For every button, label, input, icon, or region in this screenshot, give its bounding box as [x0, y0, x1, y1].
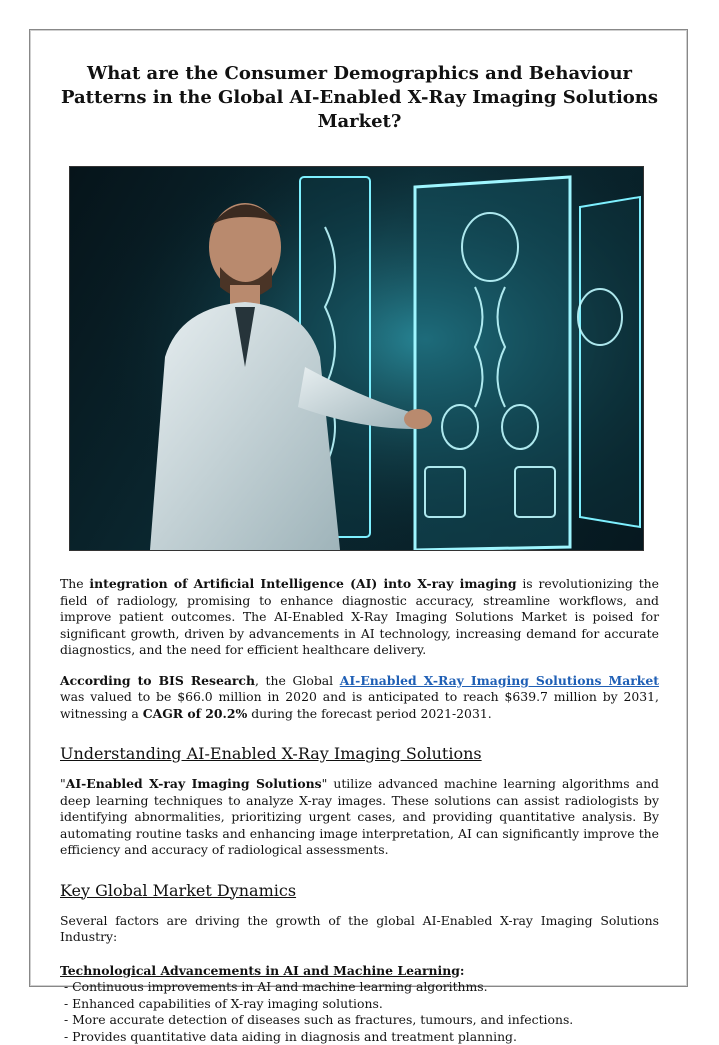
list-item: - Enhanced capabilities of X-ray imaging solutions.: [64, 996, 659, 1013]
intro-bold-phrase: integration of Artificial Intelligence (AI) into X-ray imaging: [89, 576, 516, 591]
hologram-panel-right: [580, 197, 640, 527]
hologram-panel-main: [415, 177, 570, 550]
dynamics-heading: Key Global Market Dynamics: [60, 881, 659, 901]
cagr-value: CAGR of 20.2%: [143, 706, 248, 721]
understanding-paragraph: "AI-Enabled X-ray Imaging Solutions" utilize advanced machine learning algorithms and deep learning techniques to analyze X-ray images. These solutions can assist radiologists by identifying abnormalities, prioritizing urgent cases, and providing quantitative analysis. By automating routine tasks and enhancing image interpretation, AI can significantly improve the efficiency and accuracy of radiological assessments.: [60, 776, 659, 859]
understanding-heading: Understanding AI-Enabled X-Ray Imaging Solutions: [60, 744, 659, 764]
hero-image: [69, 166, 644, 551]
dynamics-intro: Several factors are driving the growth of the global AI-Enabled X-ray Imaging Solutions Industry:: [60, 913, 659, 946]
list-item: - Provides quantitative data aiding in diagnosis and treatment planning.: [64, 1029, 659, 1045]
tech-advancements-subheading: Technological Advancements in AI and Machine Learning:: [60, 963, 659, 980]
research-paragraph: According to BIS Research, the Global AI-Enabled X-Ray Imaging Solutions Market was valued to be $66.0 million in 2020 and is anticipated to reach $639.7 million by 2031, witnessing a CAGR of 20.2% during the forecast period 2021-2031.: [60, 673, 659, 723]
list-item: - More accurate detection of diseases such as fractures, tumours, and infections.: [64, 1012, 659, 1029]
research-source: According to BIS Research: [60, 673, 255, 688]
page-title: What are the Consumer Demographics and Behaviour Patterns in the Global AI-Enabled X-Ray Imaging Solutions Market?: [60, 62, 659, 134]
understanding-term: AI-Enabled X-ray Imaging Solutions: [66, 776, 322, 791]
document-content: [60, 62, 659, 1045]
tech-advancements-list: [60, 979, 659, 1045]
doctor-hologram-illustration: [70, 167, 643, 550]
market-report-link[interactable]: AI-Enabled X-Ray Imaging Solutions Market: [340, 673, 659, 688]
intro-paragraph: The integration of Artificial Intelligence (AI) into X-ray imaging is revolutionizing the field of radiology, promising to enhance diagnostic accuracy, streamline workflows, and improve patient outcomes. The AI-Enabled X-Ray Imaging Solutions Market is poised for significant growth, driven by advancements in AI technology, increasing demand for accurate diagnostics, and the need for efficient healthcare delivery.: [60, 576, 659, 659]
list-item: - Continuous improvements in AI and machine learning algorithms.: [64, 979, 659, 996]
